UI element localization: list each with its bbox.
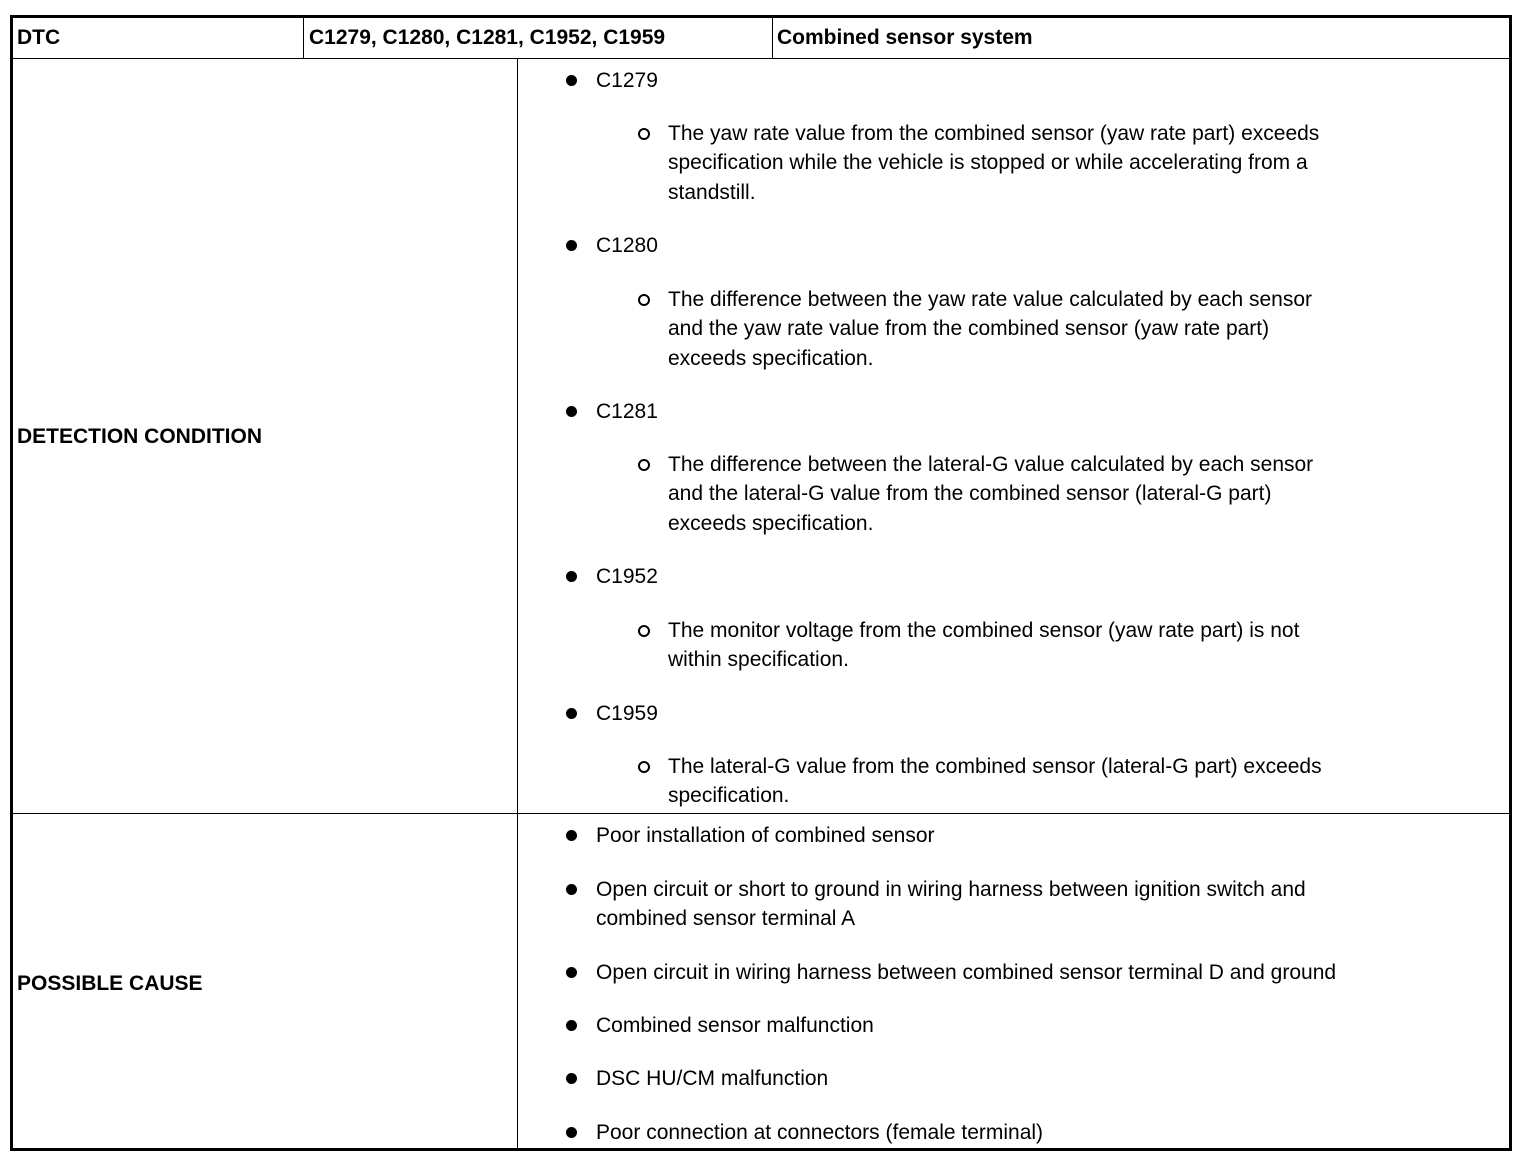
- cause-text: Combined sensor malfunction: [596, 1014, 874, 1037]
- bullet-dot-icon: [566, 830, 577, 841]
- detection-code: C1281: [596, 400, 658, 423]
- detection-desc-line: within specification.: [668, 648, 849, 672]
- detection-desc-line: standstill.: [668, 180, 756, 204]
- detection-desc-line: and the yaw rate value from the combined sensor (yaw rate part): [668, 317, 1270, 341]
- cause-text: Open circuit or short to ground in wiring harness between ignition switch and: [596, 878, 1306, 901]
- detection-code: C1959: [596, 702, 658, 725]
- detection-desc-line: The difference between the lateral-G value calculated by each sensor: [668, 453, 1314, 476]
- possible-cause-list: [13, 18, 1509, 1148]
- cause-text: combined sensor terminal A: [596, 907, 856, 931]
- bullet-dot-icon: [566, 1073, 577, 1084]
- dtc-table: [10, 15, 1512, 1151]
- detection-desc-line: exceeds specification.: [668, 346, 874, 370]
- detection-code: C1280: [596, 234, 658, 257]
- bullet-dot-icon: [566, 1127, 577, 1138]
- cause-text: Open circuit in wiring harness between combined sensor terminal D and ground: [596, 961, 1337, 984]
- dtc-system-name: Combined sensor system: [777, 26, 1033, 49]
- detection-desc-line: specification.: [668, 784, 790, 808]
- detection-desc-line: and the lateral-G value from the combined sensor (lateral-G part): [668, 482, 1272, 506]
- detection-desc-line: The difference between the yaw rate value calculated by each sensor: [668, 288, 1313, 311]
- dtc-label: DTC: [17, 26, 61, 49]
- detection-desc-line: The lateral-G value from the combined sensor (lateral-G part) exceeds: [668, 755, 1322, 778]
- dtc-codes: C1279, C1280, C1281, C1952, C1959: [309, 26, 666, 49]
- detection-desc-line: The yaw rate value from the combined sensor (yaw rate part) exceeds: [668, 122, 1320, 145]
- detection-desc-line: The monitor voltage from the combined sensor (yaw rate part) is not: [668, 619, 1300, 642]
- bullet-dot-icon: [566, 967, 577, 978]
- detection-condition-label: DETECTION CONDITION: [17, 425, 262, 448]
- cause-text: Poor installation of combined sensor: [596, 824, 935, 847]
- cause-text: DSC HU/CM malfunction: [596, 1067, 829, 1090]
- bullet-dot-icon: [566, 884, 577, 895]
- possible-cause-label: POSSIBLE CAUSE: [17, 972, 203, 995]
- detection-desc-line: specification while the vehicle is stopped or while accelerating from a: [668, 151, 1308, 175]
- cause-text: Poor connection at connectors (female terminal): [596, 1121, 1044, 1144]
- bullet-dot-icon: [566, 1020, 577, 1031]
- detection-desc-line: exceeds specification.: [668, 511, 874, 535]
- detection-code: C1952: [596, 565, 658, 588]
- detection-code: C1279: [596, 69, 658, 92]
